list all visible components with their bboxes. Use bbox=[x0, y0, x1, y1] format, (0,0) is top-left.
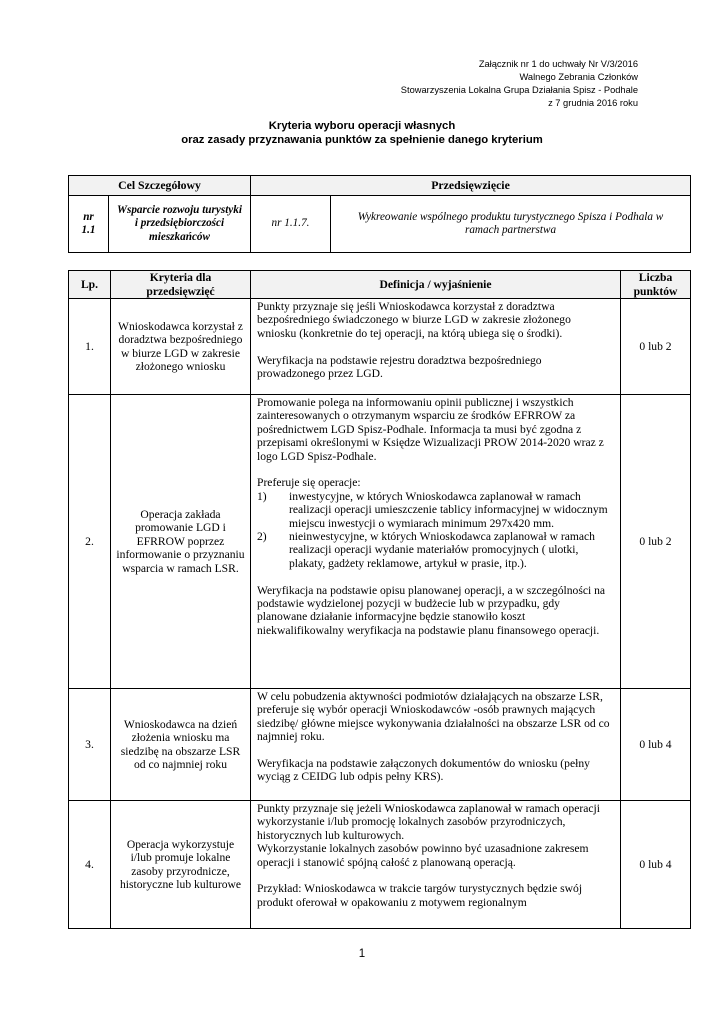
definition-paragraph: Przykład: Wnioskodawca w trakcie targów turystycznych będzie swój produkt oferował w opakowaniu z motywem regionalnym bbox=[257, 882, 583, 909]
list-number: 2) bbox=[257, 530, 267, 544]
lp-header: Lp. bbox=[69, 271, 111, 299]
definition-cell bbox=[251, 395, 621, 689]
goal-name: Wsparcie rozwoju turystyki i przedsiębiorczości mieszkańców bbox=[109, 196, 251, 253]
list-number: 1) bbox=[257, 489, 267, 503]
definition-paragraph: Weryfikacja na podstawie rejestru doradztwa bezpośredniego prowadzonego przez LGD. bbox=[257, 353, 542, 381]
page-number: 1 bbox=[358, 948, 366, 960]
row-number: 3. bbox=[69, 689, 111, 801]
annex-line: Załącznik nr 1 do uchwały Nr V/3/2016 bbox=[478, 59, 638, 69]
criterion-text: Wnioskodawca korzystał z doradztwa bezpośredniego w biurze LGD w zakresie złożonego wniosku bbox=[111, 299, 251, 395]
definition-paragraph: Wykorzystanie lokalnych zasobów powinno być uzasadnione zakresem operacji i stanowić spójną całość z planowaną operacją. bbox=[257, 842, 589, 869]
definition-cell bbox=[251, 689, 621, 801]
list-text: nieinwestycyjne, w których Wnioskodawca zaplanował w ramach realizacji operacji wydanie materiałów promocyjnych ( ulotki, plakaty, gadżety reklamowe, artykuł w prasie, itp.). bbox=[289, 530, 595, 570]
row-number: 1. bbox=[69, 299, 111, 395]
row-number: 4. bbox=[69, 801, 111, 929]
annex-header bbox=[401, 58, 638, 110]
table-row bbox=[69, 299, 691, 395]
criteria-table bbox=[68, 270, 691, 929]
points-header: Liczba punktów bbox=[621, 271, 691, 299]
definition-paragraph: Punkty przyznaje się jeśli Wnioskodawca korzystał z doradztwa bezpośredniego świadczonego w biurze LGD w zakresie złożonego wniosku (konkretnie do tej operacji, na którą ubiega się o środki). bbox=[257, 300, 571, 340]
list-text: inwestycyjne, w których Wnioskodawca zaplanował w ramach realizacji operacji umieszczenie tablicy informacyjnej w widocznym miejscu inwestycji o wymiarach minimum 297x420 mm. bbox=[289, 489, 608, 530]
points-value: 0 lub 2 bbox=[621, 299, 691, 395]
document-title bbox=[0, 120, 724, 147]
title-line-2: oraz zasady przyznawania punktów za spełnienie danego kryterium bbox=[181, 133, 543, 146]
definition-paragraph: Weryfikacja na podstawie opisu planowanej operacji, a w szczególności na podstawie wydzielonej pozycji w budżecie lub w przypadku, gdy planowane działanie informacyjne będzie stanowiło koszt niekwalifikowalny weryfikacja na podstawie planu finansowego operacji. bbox=[257, 583, 606, 637]
criterion-text: Wnioskodawca na dzień złożenia wniosku ma siedzibę na obszarze LSR od co najmniej roku bbox=[111, 689, 251, 801]
row-number: 2. bbox=[69, 395, 111, 689]
criterion-text: Operacja zakłada promowanie LGD i EFRROW poprzez informowanie o przyznaniu wsparcia w ramach LSR. bbox=[111, 395, 251, 689]
list-item bbox=[257, 490, 612, 530]
list-item bbox=[257, 530, 612, 570]
definition-paragraph: Weryfikacja na podstawie załączonych dokumentów do wniosku (pełny wyciąg z CEIDG lub odpis pełny KRS). bbox=[257, 757, 590, 784]
points-value: 0 lub 4 bbox=[621, 689, 691, 801]
table-row bbox=[69, 395, 691, 689]
annex-line: Walnego Zebrania Członków bbox=[519, 72, 638, 83]
annex-line: Stowarzyszenia Lokalna Grupa Działania Spisz - Podhale bbox=[400, 85, 638, 96]
goal-number: nr 1.1 bbox=[69, 196, 109, 253]
criteria-header: Kryteria dla przedsięwzięć bbox=[111, 271, 251, 299]
points-value: 0 lub 2 bbox=[621, 395, 691, 689]
project-number: nr 1.1.7. bbox=[251, 196, 331, 253]
criteria-header-row bbox=[69, 271, 691, 299]
goal-column-header: Cel Szczegółowy bbox=[69, 176, 251, 196]
definition-paragraph: Preferuje się operacje: bbox=[257, 476, 361, 490]
definition-paragraph: Punkty przyznaje się jeżeli Wnioskodawca zaplanował w ramach operacji wykorzystanie i/lub promocję lokalnych zasobów przyrodniczych, historycznych lub kulturowych. bbox=[257, 802, 600, 842]
definition-paragraph: W celu pobudzenia aktywności podmiotów działających na obszarze LSR, preferuje się wybór operacji Wnioskodawców -osób prawnych mających siedzibę/ główne miejsce wykonywania działalności na obszarze LSR od co najmniej roku. bbox=[257, 690, 610, 744]
table-row bbox=[69, 801, 691, 929]
definition-cell bbox=[251, 801, 621, 929]
points-value: 0 lub 4 bbox=[621, 801, 691, 929]
definition-header: Definicja / wyjaśnienie bbox=[251, 271, 621, 299]
definition-cell bbox=[251, 299, 621, 395]
criterion-text: Operacja wykorzystuje i/lub promuje lokalne zasoby przyrodnicze, historyczne lub kulturowe bbox=[111, 801, 251, 929]
goal-table bbox=[68, 175, 691, 253]
title-line-1: Kryteria wyboru operacji własnych bbox=[268, 120, 456, 132]
annex-line: z 7 grudnia 2016 roku bbox=[548, 98, 638, 109]
project-name: Wykreowanie wspólnego produktu turystycznego Spisza i Podhala w ramach partnerstwa bbox=[331, 196, 691, 253]
table-row bbox=[69, 689, 691, 801]
project-column-header: Przedsięwzięcie bbox=[251, 176, 691, 196]
definition-paragraph: Promowanie polega na informowaniu opinii publicznej i wszystkich zainteresowanych o otrzymanym wsparciu ze środków EFRROW za pośrednictwem LGD Spisz-Podhale. Informacja ta musi być zgodna z przepisami określonymi w Księdze Wizualizacji PROW 2014-2020 wraz z logo LGD Spisz-Podhale. bbox=[257, 396, 604, 463]
